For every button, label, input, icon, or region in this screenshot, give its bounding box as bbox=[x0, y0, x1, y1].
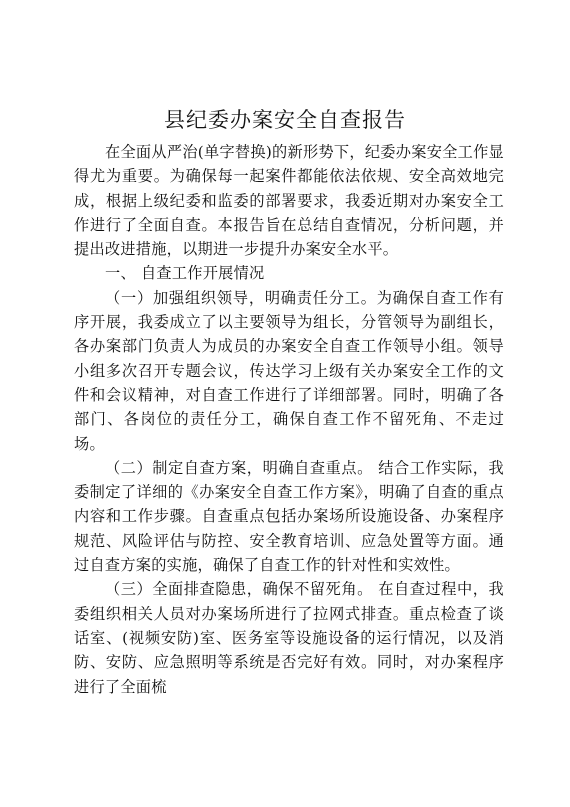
document-title: 县纪委办案安全自查报告 bbox=[164, 108, 406, 132]
intro-paragraph: 在全面从严治(单字替换)的新形势下，纪委办案安全工作显得尤为重要。为确保每一起案件都能依法依规、安全高效地完成，根据上级纪委和监委的部署要求，我委近期对办案安全工作进行了全面自查。本报告旨在总结自查情况，分析问题，并提出改进措施，以期进一步提升办案安全水平。 bbox=[74, 143, 504, 259]
subsection-paragraph-3: （三）全面排查隐患，确保不留死角。 在自查过程中，我委组织相关人员对办案场所进行了拉网式排查。重点检查了谈话室、(视频安防)室、医务室等设施设备的运行情况，以及消防、安防、应急照明等系统是否完好有效。同时，对办案程序进行了全面梳 bbox=[74, 580, 504, 696]
subsection-paragraph-1: （一）加强组织领导，明确责任分工。为确保自查工作有序开展，我委成立了以主要领导为组长，分管领导为副组长，各办案部门负责人为成员的办案安全自查工作领导小组。领导小组多次召开专题会议，传达学习上级有关办案安全工作的文件和会议精神，对自查工作进行了详细部署。同时，明确了各部门、各岗位的责任分工，确保自查工作不留死角、不走过场。 bbox=[74, 288, 504, 453]
section-heading-1: 一、 自查工作开展情况 bbox=[105, 264, 265, 283]
document-body bbox=[74, 140, 504, 699]
subsection-paragraph-2: （二）制定自查方案，明确自查重点。 结合工作实际，我委制定了详细的《办案安全自查工作方案》，明确了自查的重点内容和工作步骤。自查重点包括办案场所设施设备、办案程序规范、风险评估与防控、安全教育培训、应急处置等方面。通过自查方案的实施，确保了自查工作的针对性和实效性。 bbox=[74, 458, 504, 575]
